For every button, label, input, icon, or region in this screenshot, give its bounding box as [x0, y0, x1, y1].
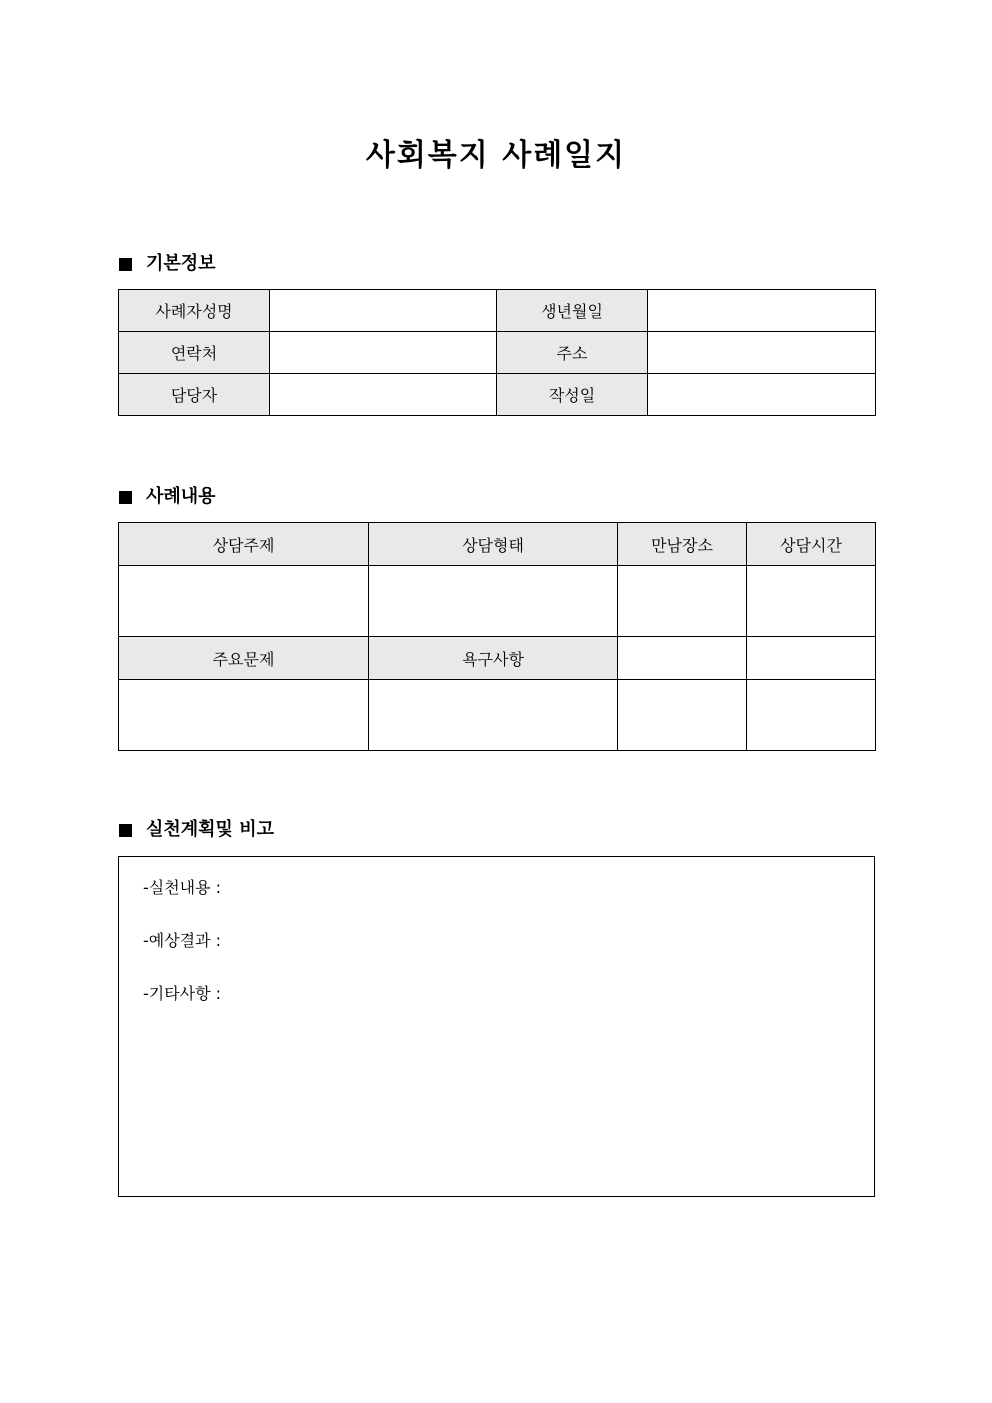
table-row — [119, 374, 876, 416]
label-main-problem: 주요문제 — [119, 637, 369, 680]
label-counsel-type: 상담형태 — [369, 523, 618, 566]
basic-info-table — [118, 289, 876, 416]
label-address: 주소 — [497, 332, 648, 374]
counsel-time-field[interactable] — [747, 566, 876, 637]
label-birth-date: 생년월일 — [497, 290, 648, 332]
main-problem-field[interactable] — [119, 680, 369, 751]
counsel-topic-field[interactable] — [119, 566, 369, 637]
section-heading-plan — [119, 817, 274, 843]
table-row — [119, 290, 876, 332]
label-contact: 연락처 — [119, 332, 270, 374]
plan-line-expected-result: -예상결과 : — [143, 931, 222, 950]
section-title-basic-info: 기본정보 — [146, 253, 216, 274]
label-manager: 담당자 — [119, 374, 270, 416]
address-field[interactable] — [648, 332, 876, 374]
plan-notes-box[interactable] — [118, 856, 875, 1197]
square-bullet-icon — [119, 491, 132, 504]
section-heading-basic-info — [119, 251, 216, 277]
label-written-date: 작성일 — [497, 374, 648, 416]
case-name-field[interactable] — [270, 290, 497, 332]
meeting-place-field[interactable] — [618, 566, 747, 637]
table-row — [119, 680, 876, 751]
table-row — [119, 637, 876, 680]
blank-cell[interactable] — [618, 680, 747, 751]
birth-date-field[interactable] — [648, 290, 876, 332]
square-bullet-icon — [119, 824, 132, 837]
label-case-name: 사례자성명 — [119, 290, 270, 332]
label-counsel-topic: 상담주제 — [119, 523, 369, 566]
label-needs: 욕구사항 — [369, 637, 618, 680]
counsel-type-field[interactable] — [369, 566, 618, 637]
blank-cell[interactable] — [618, 637, 747, 680]
section-heading-case-content — [119, 484, 216, 510]
case-content-table — [118, 522, 876, 751]
label-counsel-time: 상담시간 — [747, 523, 876, 566]
square-bullet-icon — [119, 258, 132, 271]
plan-line-other: -기타사항 : — [143, 984, 222, 1003]
document-title: 사회복지 사례일지 — [365, 138, 627, 173]
section-title-plan: 실천계획및 비고 — [146, 819, 274, 840]
manager-field[interactable] — [270, 374, 497, 416]
table-row — [119, 523, 876, 566]
blank-cell[interactable] — [747, 637, 876, 680]
table-row — [119, 566, 876, 637]
written-date-field[interactable] — [648, 374, 876, 416]
contact-field[interactable] — [270, 332, 497, 374]
plan-line-practice: -실천내용 : — [143, 878, 222, 897]
needs-field[interactable] — [369, 680, 618, 751]
label-meeting-place: 만남장소 — [618, 523, 747, 566]
table-row — [119, 332, 876, 374]
section-title-case-content: 사례내용 — [146, 486, 216, 507]
blank-cell[interactable] — [747, 680, 876, 751]
